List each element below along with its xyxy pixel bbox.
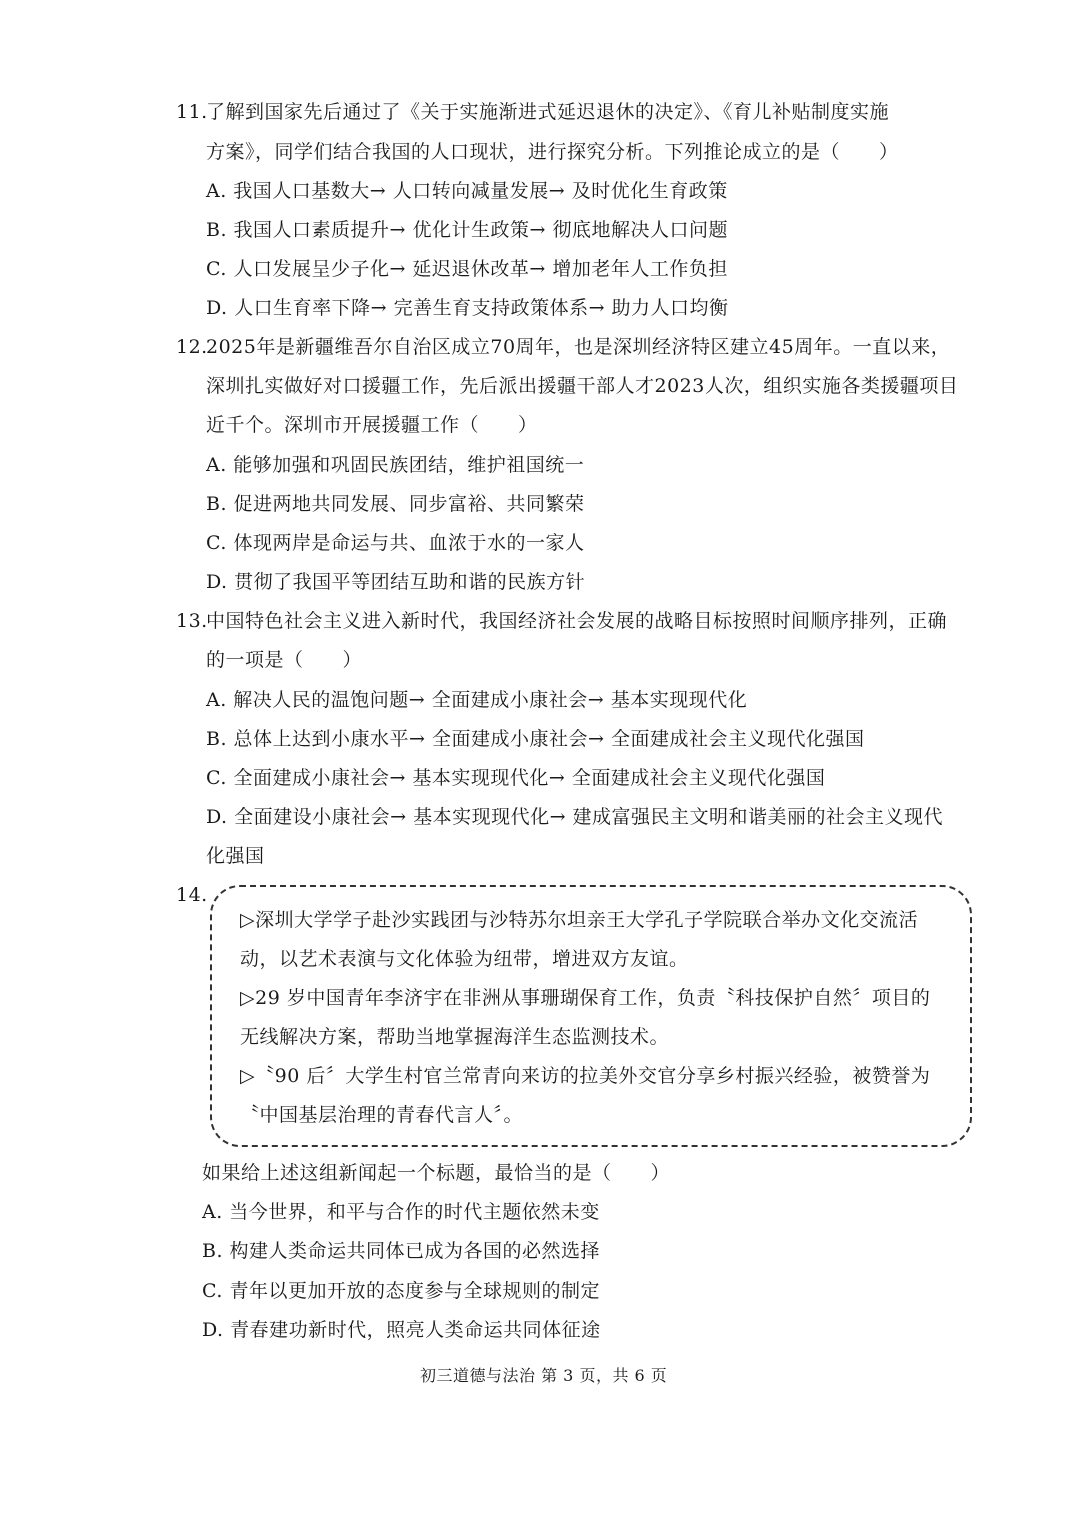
q14-option-d: D. 青春建功新时代，照亮人类命运共同体征途 xyxy=(202,1319,601,1341)
q11-stem-line: 了解到国家先后通过了《关于实施渐进式延迟退休的决定》、《育儿补贴制度实施 xyxy=(206,101,890,123)
q11-stem-line: 方案》，同学们结合我国的人口现状，进行探究分析。下列推论成立的是（ ） xyxy=(206,141,899,163)
q14-news-line: ▷29 岁中国青年李济宇在非洲从事珊瑚保育工作，负责〝科技保护自然〞项目的 xyxy=(240,987,931,1009)
q14-option-a: A. 当今世界，和平与合作的时代主题依然未变 xyxy=(202,1201,600,1223)
q11-option-d: D. 人口生育率下降→ 完善生育支持政策体系→ 助力人口均衡 xyxy=(206,297,729,319)
q13-option-b: B. 总体上达到小康水平→ 全面建成小康社会→ 全面建成社会主义现代化强国 xyxy=(206,728,865,750)
page-footer: 初三道德与法治 第 3 页，共 6 页 xyxy=(420,1366,668,1385)
q14-news-line: 〝中国基层治理的青春代言人〞。 xyxy=(240,1104,524,1126)
q13-option-d-continued: 化强国 xyxy=(206,845,265,867)
q14-stem-line: 如果给上述这组新闻起一个标题，最恰当的是（ ） xyxy=(202,1162,671,1184)
q11-option-a: A. 我国人口基数大→ 人口转向减量发展→ 及时优化生育政策 xyxy=(206,180,728,202)
q12-stem-line: 近千个。深圳市开展援疆工作（ ） xyxy=(206,414,538,436)
q13-number: 13. xyxy=(176,610,208,632)
q13-stem-line: 中国特色社会主义进入新时代，我国经济社会发展的战略目标按照时间顺序排列，正确 xyxy=(206,610,948,632)
q12-option-d: D. 贯彻了我国平等团结互助和谐的民族方针 xyxy=(206,571,586,593)
q14-option-b: B. 构建人类命运共同体已成为各国的必然选择 xyxy=(202,1240,601,1262)
q13-stem-line: 的一项是（ ） xyxy=(206,649,363,671)
q13-option-a: A. 解决人民的温饱问题→ 全面建成小康社会→ 基本实现现代化 xyxy=(206,689,748,711)
q14-option-c: C. 青年以更加开放的态度参与全球规则的制定 xyxy=(202,1280,600,1302)
q14-news-line: 无线解决方案，帮助当地掌握海洋生态监测技术。 xyxy=(240,1026,670,1048)
q12-option-c: C. 体现两岸是命运与共、血浓于水的一家人 xyxy=(206,532,585,554)
q13-option-c: C. 全面建成小康社会→ 基本实现现代化→ 全面建成社会主义现代化强国 xyxy=(206,767,826,789)
q14-news-line: ▷深圳大学学子赴沙实践团与沙特苏尔坦亲王大学孔子学院联合举办文化交流活 xyxy=(240,909,919,931)
q14-news-line: ▷〝90 后〞大学生村官兰常青向来访的拉美外交官分享乡村振兴经验，被赞誉为 xyxy=(240,1065,931,1087)
q12-stem-line: 深圳扎实做好对口援疆工作，先后派出援疆干部人才2023人次，组织实施各类援疆项目 xyxy=(206,375,959,397)
q11-option-b: B. 我国人口素质提升→ 优化计生政策→ 彻底地解决人口问题 xyxy=(206,219,728,241)
q14-number: 14. xyxy=(176,884,208,906)
q12-number: 12. xyxy=(176,336,208,358)
q11-option-c: C. 人口发展呈少子化→ 延迟退休改革→ 增加老年人工作负担 xyxy=(206,258,728,280)
q12-option-b: B. 促进两地共同发展、同步富裕、共同繁荣 xyxy=(206,493,585,515)
q14-news-line: 动，以艺术表演与文化体验为纽带，增进双方友谊。 xyxy=(240,948,689,970)
q13-option-d: D. 全面建设小康社会→ 基本实现现代化→ 建成富强民主文明和谐美丽的社会主义现代 xyxy=(206,806,944,828)
q11-number: 11. xyxy=(176,101,208,123)
q12-option-a: A. 能够加强和巩固民族团结，维护祖国统一 xyxy=(206,454,585,476)
q12-stem-line: 2025年是新疆维吾尔自治区成立70周年，也是深圳经济特区建立45周年。一直以来， xyxy=(206,336,951,358)
